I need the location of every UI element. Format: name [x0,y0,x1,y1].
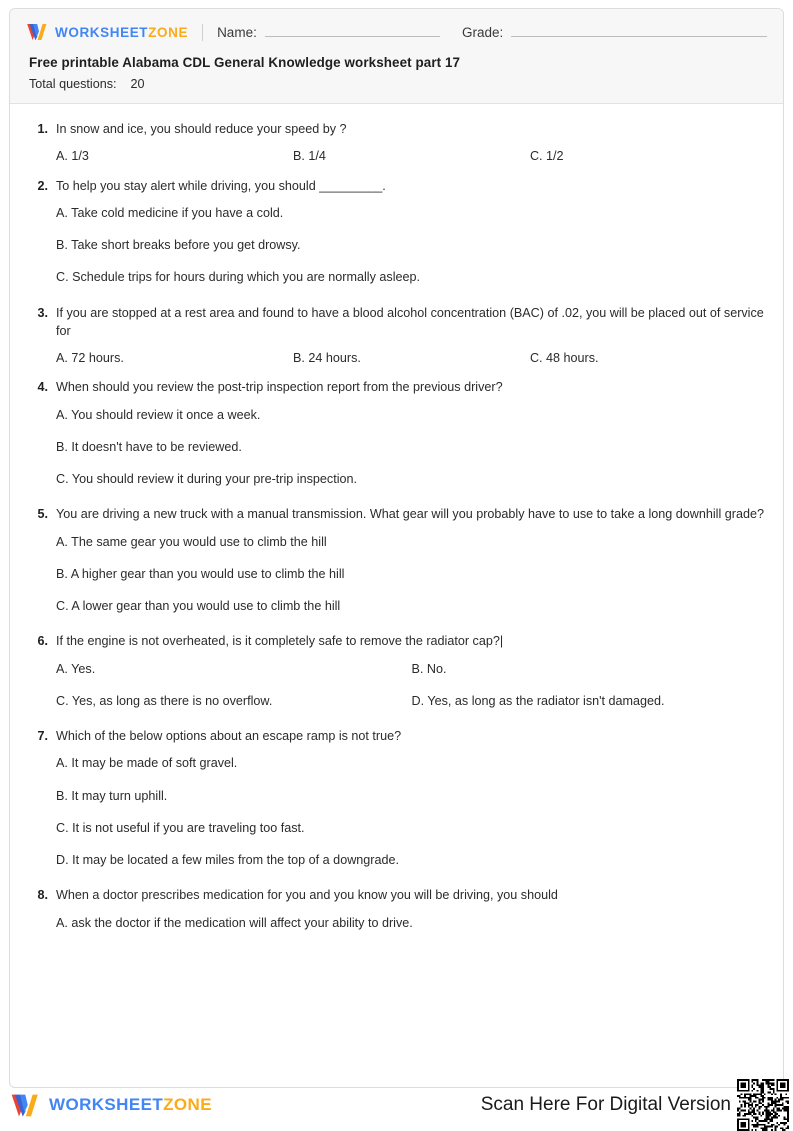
question-number: 8. [37,888,48,903]
question-head [26,505,767,523]
answer-option[interactable]: C. 48 hours. [529,351,599,365]
question-item [26,378,767,488]
worksheet-page [9,8,784,1088]
question-number: 7. [37,729,48,743]
worksheet-title: Free printable Alabama CDL General Knowledge worksheet part 17 [29,55,461,70]
answer-options [26,349,767,367]
footer-brand-name [49,1095,212,1115]
question-number: 3. [37,305,48,320]
answer-option[interactable]: C. You should review it during your pre-trip inspection. [56,472,358,486]
grade-label: Grade: [462,24,504,40]
answer-option[interactable]: B. No. [411,661,447,676]
title-block [26,55,767,91]
answer-option[interactable]: A. 72 hours. [56,351,124,365]
question-text: To help you stay alert while driving, you should _________. [56,178,386,193]
question-item [26,632,767,710]
question-text: If the engine is not overheated, is it completely safe to remove the radiator cap?| [56,634,504,649]
worksheetzone-v-mark-icon [26,23,48,41]
answer-option[interactable]: A. 1/3 [56,149,89,164]
footer-brand-logo[interactable] [10,1093,212,1118]
grade-input-rule[interactable] [511,25,767,37]
answer-option[interactable]: C. Schedule trips for hours during which you are normally asleep. [56,270,421,285]
answer-option[interactable]: B. Take short breaks before you get drowsy. [56,238,301,252]
answer-option[interactable]: A. You should review it once a week. [56,407,261,422]
question-list [10,104,783,932]
answer-options [26,204,767,287]
question-number: 4. [37,380,48,395]
answer-option[interactable]: A. It may be made of soft gravel. [56,756,238,771]
answer-options [26,914,767,932]
answer-options [26,533,767,616]
question-head [26,177,767,195]
question-number: 5. [37,507,48,522]
question-head [26,304,767,341]
answer-options [26,147,767,165]
answer-options [26,754,767,869]
answer-option[interactable]: C. 1/2 [529,149,564,164]
answer-options [26,660,767,711]
question-head [26,378,767,396]
name-label: Name: [217,24,257,40]
question-head [26,727,767,745]
question-text: You are driving a new truck with a manual transmission. What gear will you probably have to use to take a long downhill grade? [56,507,764,522]
brand-name-zone: ZONE [148,24,189,40]
answer-option[interactable]: C. It is not useful if you are traveling too fast. [56,820,305,835]
header-divider [202,24,203,41]
answer-option[interactable]: B. It may turn uphill. [56,788,168,803]
total-questions [29,77,767,91]
answer-option[interactable]: D. It may be located a few miles from the top of a downgrade. [56,853,400,867]
answer-option[interactable]: B. 1/4 [292,149,326,164]
answer-option[interactable]: A. The same gear you would use to climb the hill [56,534,327,549]
answer-option[interactable]: D. Yes, as long as the radiator isn't damaged. [411,693,665,708]
question-item [26,886,767,932]
question-item [26,304,767,368]
answer-option[interactable]: A. ask the doctor if the medication will affect your ability to drive. [56,915,413,930]
total-questions-count: 20 [130,77,145,91]
name-input-rule[interactable] [265,25,440,37]
question-text: If you are stopped at a rest area and found to have a blood alcohol concentration (BAC) of .02, you will be placed out of service for [56,305,764,338]
question-item [26,505,767,615]
answer-options [26,406,767,489]
brand-name [55,25,188,40]
question-text: When should you review the post-trip inspection report from the previous driver? [56,380,503,395]
question-item [26,727,767,869]
answer-option[interactable]: B. A higher gear than you would use to climb the hill [56,566,345,581]
worksheetzone-v-mark-icon [10,1093,40,1118]
total-questions-label: Total questions: [29,77,117,91]
question-head [26,120,767,138]
answer-option[interactable]: C. A lower gear than you would use to climb the hill [56,599,341,613]
question-number: 1. [37,122,48,136]
footer-brand-name-zone: ZONE [163,1095,212,1114]
brand-logo[interactable] [26,23,188,41]
question-text: Which of the below options about an escape ramp is not true? [56,729,402,743]
grade-field[interactable] [462,25,767,40]
question-head [26,886,767,904]
question-number: 2. [37,178,48,193]
scan-prompt: Scan Here For Digital Version [480,1094,731,1115]
answer-option[interactable]: A. Take cold medicine if you have a cold. [56,205,284,220]
question-text: When a doctor prescribes medication for you and you know you will be driving, you should [56,888,558,903]
worksheet-header [10,9,783,104]
header-row [26,23,767,41]
question-number: 6. [37,634,48,649]
footer-brand-name-worksheet: WORKSHEET [49,1095,164,1114]
qr-code-icon[interactable] [737,1079,789,1131]
page-footer [0,1088,793,1122]
name-field[interactable] [217,25,440,40]
question-text: In snow and ice, you should reduce your speed by ? [56,122,347,136]
answer-option[interactable]: A. Yes. [56,661,96,676]
answer-option[interactable]: B. It doesn't have to be reviewed. [56,439,242,454]
question-item [26,120,767,166]
question-item [26,177,767,287]
answer-option[interactable]: C. Yes, as long as there is no overflow. [56,693,273,708]
question-head [26,632,767,650]
brand-name-worksheet: WORKSHEET [55,24,149,40]
answer-option[interactable]: B. 24 hours. [292,351,361,365]
